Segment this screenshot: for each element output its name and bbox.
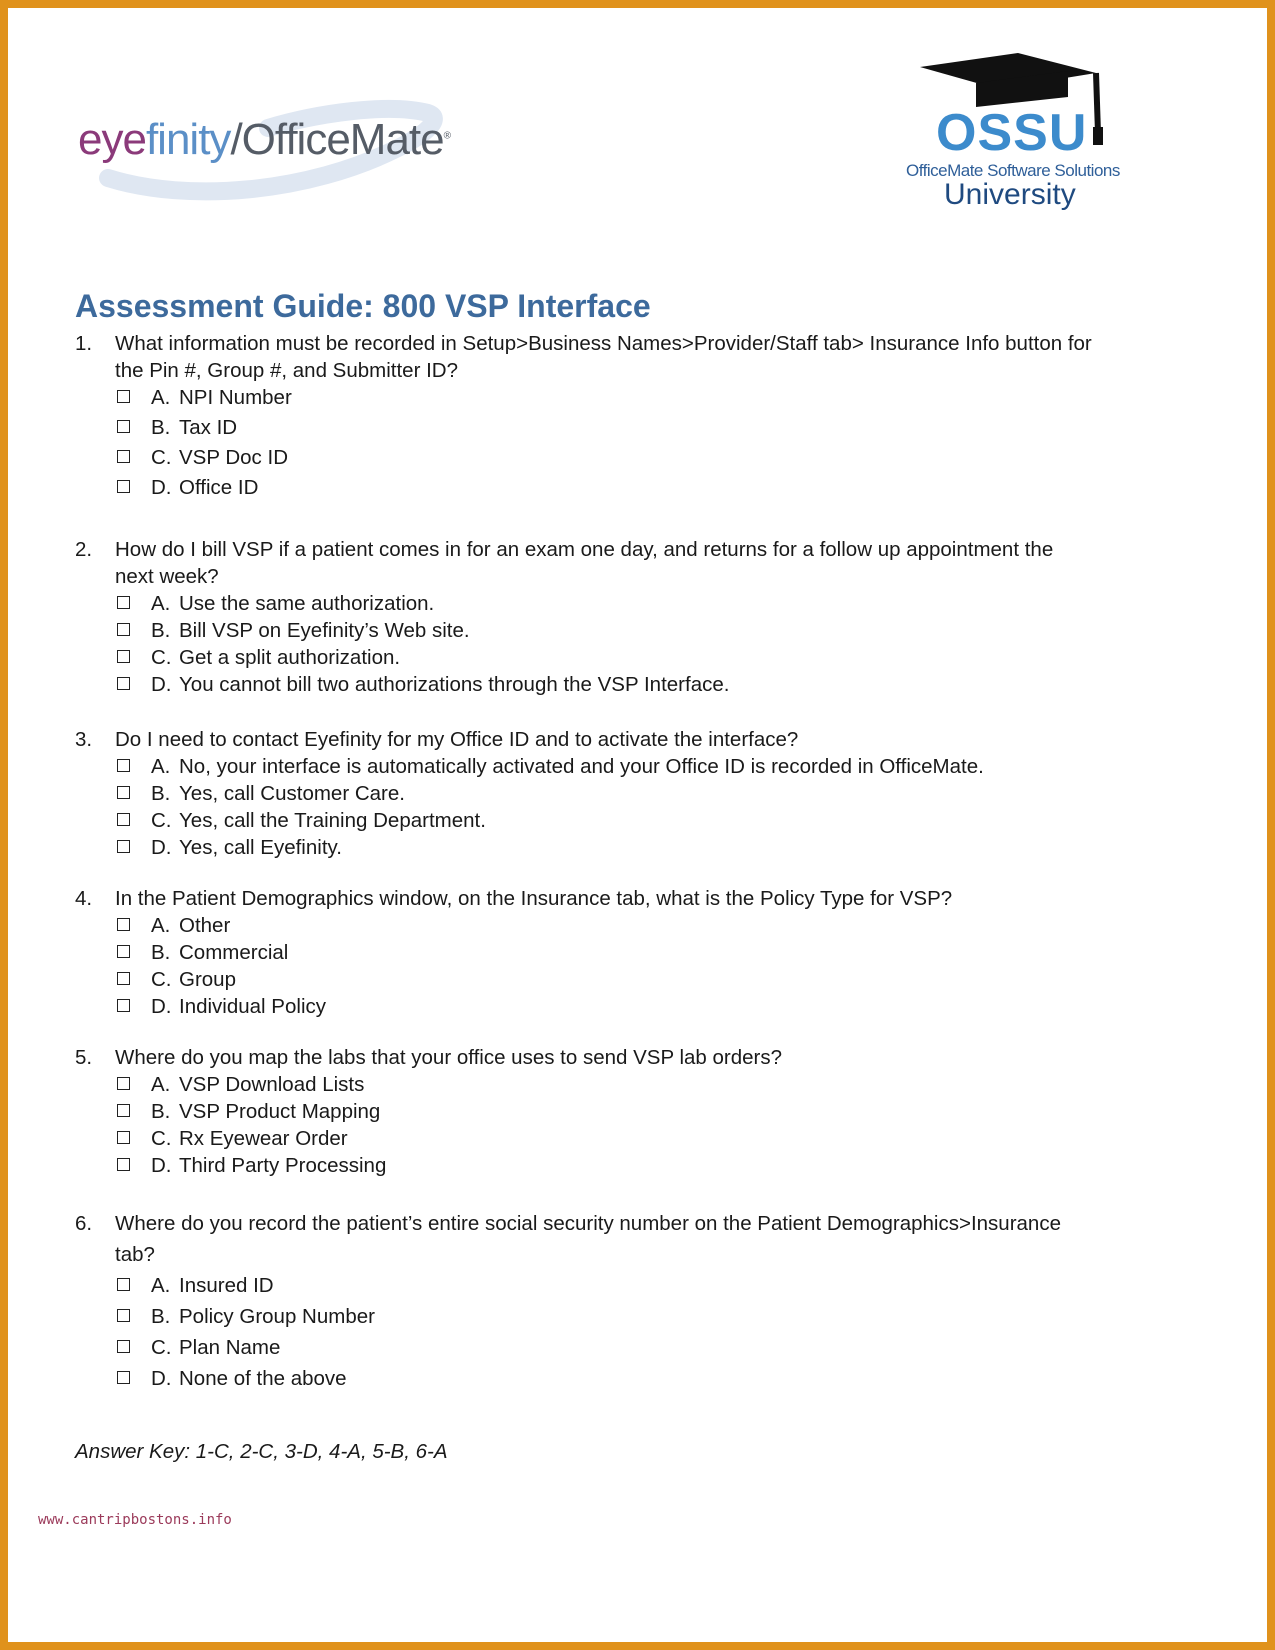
option-text: Group [179,968,236,991]
checkbox[interactable] [117,918,130,931]
checkbox[interactable] [117,1340,130,1353]
option-letter: C. [151,646,172,669]
registered-mark: ® [443,130,450,142]
ossu-university: University [944,178,1076,211]
option-letter: C. [151,968,172,991]
option-letter: A. [151,755,171,778]
option-text: Individual Policy [179,995,326,1018]
option-a[interactable] [115,1270,1095,1301]
checkbox[interactable] [117,623,130,636]
option-letter: D. [151,1154,172,1177]
checkbox[interactable] [117,650,130,663]
option-d[interactable] [115,671,1095,698]
checkbox[interactable] [117,450,130,463]
option-text: None of the above [179,1367,347,1390]
checkbox[interactable] [117,813,130,826]
checkbox[interactable] [117,1104,130,1117]
question-number: 1. [75,332,93,355]
checkbox[interactable] [117,677,130,690]
checkbox[interactable] [117,972,130,985]
checkbox[interactable] [117,1309,130,1322]
option-letter: B. [151,782,171,805]
option-letter: C. [151,809,172,832]
option-text: Commercial [179,941,289,964]
option-letter: C. [151,446,172,469]
checkbox[interactable] [117,1077,130,1090]
option-a[interactable] [115,912,1095,939]
option-a[interactable] [115,590,1095,617]
logo-eye-text: eye [78,115,146,164]
question-text [75,726,1095,753]
option-a[interactable] [115,753,1095,780]
question-prompt: Where do you record the patient’s entire social security number on the Patient Demographics>Insurance tab? [115,1212,1061,1266]
option-d[interactable] [115,834,1095,861]
option-text: Other [179,914,231,937]
option-b[interactable] [115,617,1095,644]
checkbox[interactable] [117,480,130,493]
question-prompt: Where do you map the labs that your office uses to send VSP lab orders? [115,1046,783,1069]
question-5 [75,1044,1095,1179]
option-text: Use the same authorization. [179,592,435,615]
option-letter: D. [151,673,172,696]
checkbox[interactable] [117,786,130,799]
checkbox[interactable] [117,1131,130,1144]
option-text: Yes, call Eyefinity. [179,836,342,859]
option-letter: A. [151,914,171,937]
checkbox[interactable] [117,1371,130,1384]
question-text [75,1208,1095,1270]
checkbox[interactable] [117,1158,130,1171]
option-text: Yes, call the Training Department. [179,809,486,832]
option-text: Insured ID [179,1274,274,1297]
question-prompt: Do I need to contact Eyefinity for my Office ID and to activate the interface? [115,728,799,751]
option-text: Policy Group Number [179,1305,375,1328]
option-letter: B. [151,1305,171,1328]
question-3 [75,726,1095,861]
checkbox[interactable] [117,596,130,609]
option-letter: D. [151,476,172,499]
question-text [75,330,1095,384]
question-number: 6. [75,1212,93,1235]
question-prompt: What information must be recorded in Setup>Business Names>Provider/Staff tab> Insurance Info button for the Pin #, Group #, and Submitter ID? [115,332,1092,382]
option-text: Bill VSP on Eyefinity’s Web site. [179,619,470,642]
question-prompt: How do I bill VSP if a patient comes in for an exam one day, and returns for a follow up appointment the next week? [115,538,1054,588]
checkbox[interactable] [117,390,130,403]
question-number: 5. [75,1046,93,1069]
option-c[interactable] [115,1332,1095,1363]
option-letter: A. [151,386,171,409]
option-c[interactable] [115,1125,1095,1152]
question-number: 2. [75,538,93,561]
logo-slash: / [230,115,242,164]
option-a[interactable] [115,1071,1095,1098]
question-text [75,536,1095,590]
question-prompt: In the Patient Demographics window, on the Insurance tab, what is the Policy Type for VSP? [115,887,953,910]
option-letter: B. [151,941,171,964]
question-text [75,885,1095,912]
option-d[interactable] [115,1152,1095,1179]
checkbox[interactable] [117,1278,130,1291]
option-letter: D. [151,995,172,1018]
option-text: VSP Product Mapping [179,1100,381,1123]
option-b[interactable] [115,780,1095,807]
option-letter: A. [151,592,171,615]
question-number: 3. [75,728,93,751]
option-text: VSP Doc ID [179,446,288,469]
ossu-logo [878,53,1118,233]
ossu-title: OSSU [936,104,1088,162]
eyefinity-wordmark [78,115,450,165]
logo-officemate-text: OfficeMate [241,115,444,164]
option-c[interactable] [115,966,1095,993]
option-text: No, your interface is automatically activated and your Office ID is recorded in OfficeMate. [179,755,984,778]
option-text: Rx Eyewear Order [179,1127,348,1150]
question-2 [75,536,1095,698]
option-letter: B. [151,619,171,642]
question-4 [75,885,1095,1020]
option-text: Yes, call Customer Care. [179,782,405,805]
option-b[interactable] [115,939,1095,966]
option-letter: D. [151,836,172,859]
option-d[interactable] [115,474,1095,501]
option-d[interactable] [115,993,1095,1020]
checkbox[interactable] [117,420,130,433]
option-text: Get a split authorization. [179,646,401,669]
page-title: Assessment Guide: 800 VSP Interface [75,288,651,324]
question-6 [75,1208,1095,1394]
option-b[interactable] [115,414,1095,441]
logo-finity-text: finity [145,115,231,164]
option-b[interactable] [115,1098,1095,1125]
option-text: VSP Download Lists [179,1073,365,1096]
checkbox[interactable] [117,759,130,772]
option-letter: A. [151,1274,171,1297]
option-d[interactable] [115,1363,1095,1394]
option-text: Plan Name [179,1336,281,1359]
checkbox[interactable] [117,999,130,1012]
option-text: Office ID [179,476,259,499]
option-a[interactable] [115,384,1095,411]
option-letter: B. [151,1100,171,1123]
checkbox[interactable] [117,840,130,853]
question-1 [75,330,1095,501]
option-b[interactable] [115,1301,1095,1332]
option-text: You cannot bill two authorizations through the VSP Interface. [179,673,730,696]
watermark: www.cantripbostons.info [38,1512,232,1528]
checkbox[interactable] [117,945,130,958]
option-text: NPI Number [179,386,292,409]
ossu-subtitle: OfficeMate Software Solutions [906,161,1120,180]
eyefinity-officemate-logo [68,93,468,203]
question-text [75,1044,1095,1071]
option-c[interactable] [115,644,1095,671]
option-letter: B. [151,416,171,439]
option-text: Tax ID [179,416,238,439]
option-c[interactable] [115,807,1095,834]
option-letter: C. [151,1127,172,1150]
option-text: Third Party Processing [179,1154,387,1177]
option-letter: C. [151,1336,172,1359]
answer-key: Answer Key: 1-C, 2-C, 3-D, 4-A, 5-B, 6-A [75,1440,448,1463]
option-c[interactable] [115,444,1095,471]
question-number: 4. [75,887,93,910]
option-letter: A. [151,1073,171,1096]
option-letter: D. [151,1367,172,1390]
